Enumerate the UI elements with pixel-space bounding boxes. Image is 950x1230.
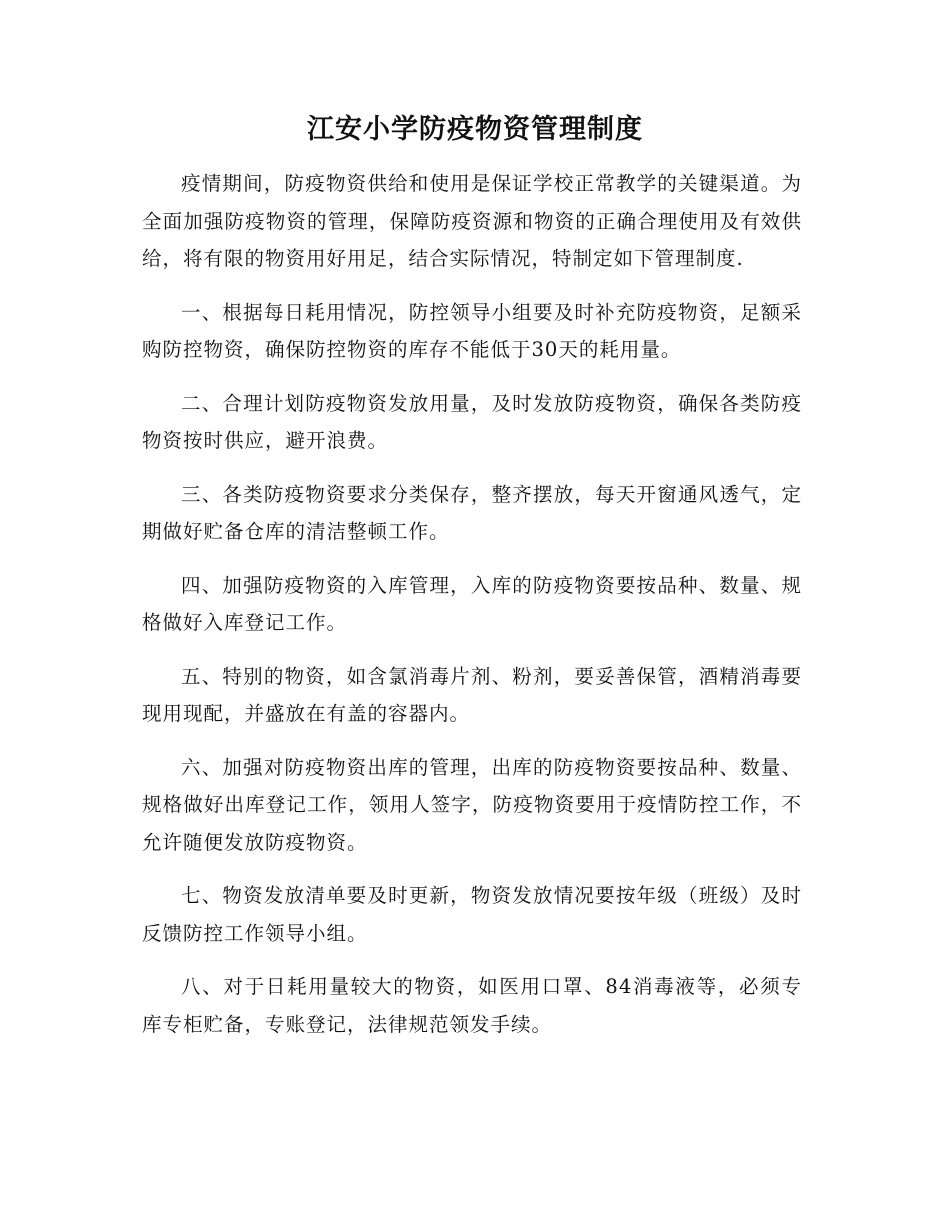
intro-paragraph: 疫情期间，防疫物资供给和使用是保证学校正常教学的关键渠道。为全面加强防疫物资的管理，保障防疫资源和物资的正确合理使用及有效供给，将有限的物资用好用足，结合实际情况，特制定如下管理制度. [142,172,802,270]
rule-paragraph-5: 五、特别的物资，如含氯消毒片剂、粉剂，要妥善保管，酒精消毒要现用现配，并盛放在有盖的容器内。 [142,664,802,725]
rule-paragraph-2: 二、合理计划防疫物资发放用量，及时发放防疫物资，确保各类防疫物资按时供应，避开浪费。 [142,391,802,452]
document-body [142,165,802,1059]
rule-paragraph-8: 八、对于日耗用量较大的物资，如医用口罩、84消毒液等，必须专库专柜贮备，专账登记，法律规范领发手续。 [142,975,802,1036]
rule-paragraph-7: 七、物资发放清单要及时更新，物资发放情况要按年级（班级）及时反馈防控工作领导小组。 [142,884,802,945]
rule-paragraph-4: 四、加强防疫物资的入库管理，入库的防疫物资要按品种、数量、规格做好入库登记工作。 [142,573,802,634]
document-title: 江安小学防疫物资管理制度 [307,114,643,145]
rule-paragraph-3: 三、各类防疫物资要求分类保存，整齐摆放，每天开窗通风透气，定期做好贮备仓库的清洁整顿工作。 [142,482,802,543]
rule-paragraph-1: 一、根据每日耗用情况，防控领导小组要及时补充防疫物资，足额采购防控物资，确保防控物资的库存不能低于30天的耗用量。 [142,300,802,361]
rule-paragraph-6: 六、加强对防疫物资出库的管理，出库的防疫物资要按品种、数量、规格做好出库登记工作，领用人签字，防疫物资要用于疫情防控工作，不允许随便发放防疫物资。 [142,755,802,854]
